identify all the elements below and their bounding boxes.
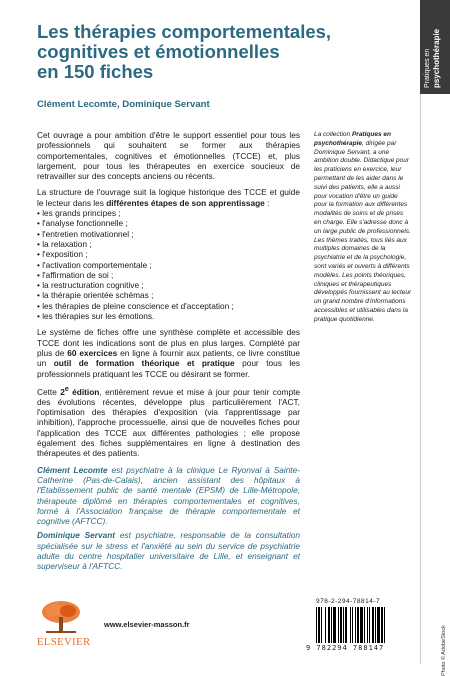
list-item: • la relaxation ;: [37, 239, 300, 249]
list-item: • la thérapie orientée schémas ;: [37, 290, 300, 300]
list-item: • l'analyse fonctionnelle ;: [37, 218, 300, 228]
title-line-1: Les thérapies comportementales,: [37, 21, 332, 42]
list-item: • l'affirmation de soi ;: [37, 270, 300, 280]
collection-text-a: La collection: [314, 131, 352, 138]
structure-bold: différentes étapes de son apprentissage: [106, 197, 265, 208]
edition-text-a: Cette: [37, 386, 61, 397]
list-item: • l'entretien motivationnel ;: [37, 229, 300, 239]
fiches-paragraph: [37, 327, 300, 378]
edition-word: édition: [68, 386, 100, 397]
fiches-text-a: Le système de fiches offre une synthèse complète et accessible des TCCE dont les indications sont de plus en plus larges. Complété par plus de: [37, 327, 300, 358]
edition-number: 2: [60, 386, 65, 397]
list-item: • les thérapies de pleine conscience et d'acceptation ;: [37, 301, 300, 311]
fiches-text-c: en ligne à fournir aux patients, ce livre constitue un: [37, 347, 300, 369]
vertical-divider: [420, 94, 421, 664]
list-item: • les thérapies sur les émotions.: [37, 311, 300, 321]
collection-banner-line-1: Pratiques en: [424, 48, 431, 88]
collection-name: Pratiques en psychothérapie: [314, 131, 391, 147]
edition-paragraph: [37, 385, 300, 459]
elsevier-tree-logo: [37, 599, 85, 635]
training-tool: outil de formation théorique et pratique: [53, 358, 235, 369]
book-title: [37, 22, 377, 82]
collection-description: [314, 131, 412, 325]
exercises-count: 60 exercices: [67, 347, 118, 358]
bio-text: est psychiatre, responsable de la consultation spécialisée sur le stress et l'anxiété au sein du service de psychiatrie adulte du centre hospitalier universitaire de Lille, et enseignant et superviseur à l'AFTCC.: [37, 530, 301, 572]
author-bio-servant: [37, 530, 300, 571]
bio-name: Clément Lecomte: [37, 464, 108, 475]
edition-sup: e: [64, 385, 69, 393]
collection-banner: [420, 0, 450, 94]
authors: Clément Lecomte, Dominique Servant: [37, 99, 210, 110]
main-text: [37, 130, 300, 578]
steps-list: [37, 208, 300, 321]
list-item: • la restructuration cognitive ;: [37, 280, 300, 290]
title-line-2: cognitives et émotionnelles: [37, 41, 280, 62]
title-line-3: en 150 fiches: [37, 61, 154, 82]
structure-end: :: [264, 197, 270, 208]
fiches-text-e: pour tous les professionnels pratiquant les TCCE ou désirant se former.: [37, 358, 300, 379]
barcode-digits: 9 782294 788147: [306, 644, 385, 652]
collection-banner-line-2: psychothérapie: [432, 28, 441, 88]
author-bio-lecomte: [37, 465, 300, 527]
structure-paragraph: [37, 187, 300, 208]
list-item: • l'exposition ;: [37, 249, 300, 259]
bio-text: est psychiatre à la clinique Le Ryonval à Sainte-Catherine (Pas-de-Calais), ancien assistant des hôpitaux à l'Établissement public de santé mentale (EPSM) de Lille-Métropole, thérapeute diplômé en thérapies comportementales et cognitives, formé à l'Association française de thérapie comportementale et cognitive (AFTCC).: [37, 464, 300, 527]
edition-text-d: , entièrement revue et mise à jour pour tenir compte des évolutions récentes, développe plus particulièrement l'ACT, l'optimisation des thérapies d'exposition (via l'apprentissage par inhibition), l'approche processuelle, ainsi que de nouvelles fiches pour l'application des TCCE aux différentes pathologies ; elle propose également des fiches supplémentaires en ligne à destination des thérapeutes et des patients.: [37, 386, 300, 459]
collection-text-c: , dirigée par Dominique Servant, a une ambition double. Didactique pour les praticiens en exercice, leur permettant de les aider dans le suivi des patients, elle a aussi pour vocation d'être un guide pour la formation aux différentes modalités de soins et de prises en charge. Elle s'adresse donc à un large public de professionnels. Les thèmes traités, tous liés aux multiples domaines de la psychiatrie et de la psychologie, sont variés et ouverts à différents modèles. Les points théoriques, cliniques et thérapeutiques développés fournissent au lecteur un grand nombre d'informations accessibles et utilisables dans la pratique quotidienne.: [314, 139, 412, 323]
bio-name: Dominique Servant: [37, 530, 116, 541]
publisher-wordmark: ELSEVIER: [37, 637, 91, 648]
structure-text: La structure de l'ouvrage suit la logique historique des TCCE et guide le lecteur dans les: [37, 187, 300, 208]
list-item: • les grands principes ;: [37, 208, 300, 218]
publisher-website[interactable]: www.elsevier-masson.fr: [104, 620, 190, 629]
intro-paragraph: Cet ouvrage a pour ambition d'être le support essentiel pour tous les professionnels qui souhaitent se former aux thérapies comportementales, cognitives et émotionnelles (TCCE) et, plus largement, pour tous les thérapeutes en exercice soucieux de retravailler sur des concepts anciens ou récents.: [37, 130, 300, 182]
barcode-bars: [316, 607, 412, 643]
barcode: [306, 598, 418, 656]
photo-credit: Photo © AdobeStock: [441, 625, 447, 676]
isbn: 978-2-294-78814-7: [316, 598, 381, 605]
list-item: • l'activation comportementale ;: [37, 260, 300, 270]
